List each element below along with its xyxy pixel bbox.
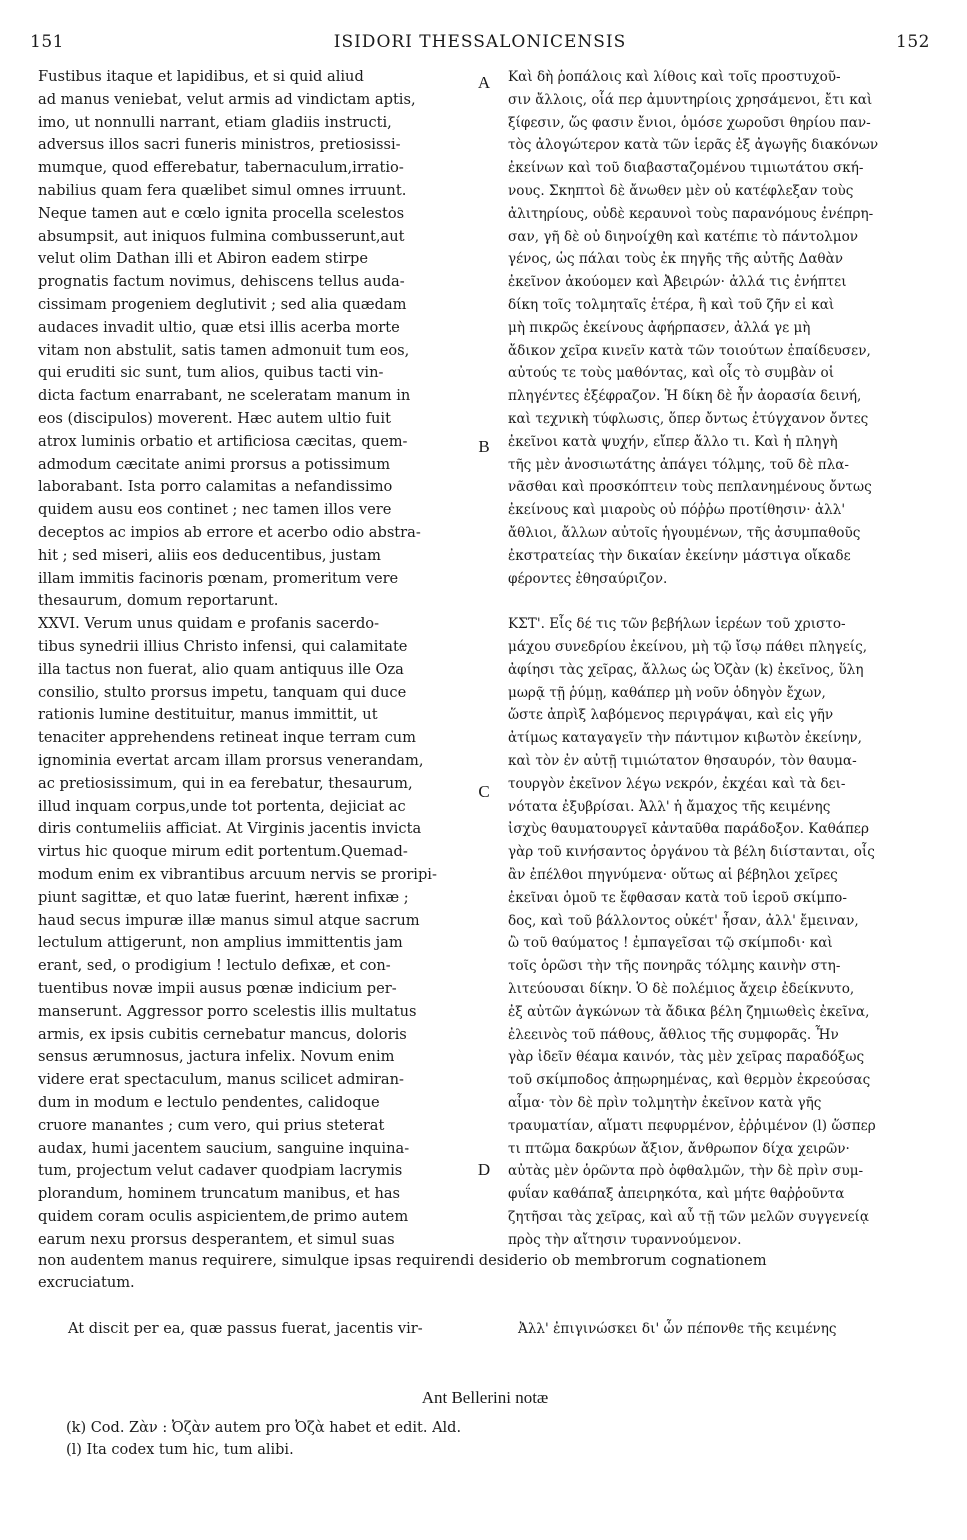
- greek-text-line: ἐκεῖνοι κατὰ ψυχήν, εἴπερ ἄλλο τι. Καὶ ἡ πληγὴ: [508, 433, 838, 450]
- latin-text-line: absumpsit, aut iniquos fulmina combusserunt,aut: [38, 227, 405, 245]
- greek-text-line: λιτεύουσαι δίκην. Ὁ δὲ πολέμιος ἄχειρ ἐδείκνυτο,: [508, 981, 855, 997]
- running-title: ISIDORI THESSALONICENSIS: [333, 32, 627, 52]
- latin-text-line: Fustibus itaque et lapidibus, et si quid aliud: [38, 68, 364, 85]
- margin-letter-d: D: [477, 1160, 491, 1179]
- greek-text-line: τοῖς ὁρῶσι τὴν τῆς πονηρᾶς τόλμης καινὴν στη-: [508, 958, 841, 975]
- greek-text-line: νᾶσθαι καὶ προσκόπτειν τοὺς πεπλανημένους ὄντως: [508, 479, 872, 496]
- latin-text-line: modum enim ex vibrantibus arcuum nervis se proripi-: [38, 866, 437, 883]
- greek-text-line: ἐκστρατείας τὴν δικαίαν ἐκείνην μάστιγα οἴκαδε: [508, 547, 851, 564]
- latin-text-line: Neque tamen aut e cœlo ignita procella scelestos: [38, 204, 405, 222]
- greek-last-line: Ἀλλ' ἐπιγινώσκει δι' ὧν πέπονθε τῆς κειμένης: [518, 1321, 837, 1337]
- greek-text-line: τοῦ σκίμποδος ἀπῃωρημένας, καὶ θερμὸν ἐκρεούσας: [508, 1072, 871, 1089]
- greek-text-line: καὶ τὸν ἐν αὐτῇ τιμιώτατον θησαυρόν, τὸν θαυμα-: [508, 753, 857, 769]
- latin-text-line: nabilius quam fera quælibet simul omnes irruunt.: [38, 182, 407, 199]
- greek-text-line: ΚΣΤ'. Εἷς δέ τις τῶν βεβήλων ἱερέων τοῦ χριστο-: [508, 616, 846, 633]
- greek-text-line: πληγέντες ἐξέφραζον. Ἡ δίκη δὲ ἦν ἀορασία δεινή,: [508, 388, 862, 405]
- greek-text-line: ἰσχὺς θαυματουργεῖ κἀνταῦθα παράδοξον. Καθάπερ: [508, 821, 869, 838]
- right-page-number: 152: [896, 32, 930, 52]
- greek-text-line: ἀλιτηρίους, οὐδὲ κεραυνοὶ τοὺς παρανόμους ἐνέπρη-: [508, 205, 874, 222]
- greek-text-line: ἀτίμως καταγαγεῖν τὴν πάντιμον κιβωτὸν ἐκείνην,: [508, 730, 862, 747]
- latin-text-line: illud inquam corpus,unde tot portenta, dejiciat ac: [38, 797, 406, 815]
- latin-text-line: admodum cæcitate animi prorsus a potissimum: [38, 455, 391, 473]
- greek-text-line: ἐκείνων καὶ τοῦ διαβασταζομένου τιμιωτάτου σκή-: [508, 160, 864, 177]
- latin-text-line: consilio, stulto prorsus impetu, tanquam qui duce: [38, 683, 407, 701]
- latin-text-line: eos (discipulos) moverent. Hæc autem ultio fuit: [38, 410, 391, 427]
- greek-text-line: πρὸς τὴν αἴτησιν τυραννούμενον.: [508, 1231, 742, 1248]
- greek-text-line: τουργὸν ἐκεῖνον λέγω νεκρόν, ἐκχέαι καὶ τὰ δει-: [508, 775, 846, 792]
- greek-text-line: γένος, ὡς πάλαι τοὺς ἐκ πηγῆς τῆς αὐτῆς Δαθὰν: [508, 251, 844, 268]
- latin-text-line: quidem ausu eos continet ; nec tamen illos vere: [38, 501, 392, 519]
- full-width-line: excruciatum.: [38, 1274, 135, 1291]
- greek-text-line: ἄδικον χεῖρα κινεῖν κατὰ τῶν τοιούτων ἐπαίδευσεν,: [508, 342, 871, 359]
- greek-text-line: δίκη τοῖς τολμηταῖς ἑτέρα, ἣ καὶ τοῦ ζῆν εἰ καὶ: [508, 297, 835, 313]
- greek-text-line: γὰρ τοῦ κινήσαντος ὀργάνου τὰ βέλη διίστανται, οἷς: [508, 844, 875, 861]
- latin-text-line: virtus hic quoque mirum edit portentum.Quemad-: [38, 843, 408, 861]
- latin-text-line: dicta factum enarrabant, ne sceleratam manum in: [38, 387, 411, 405]
- greek-text-line: αὐτούς τε τοὺς μαθόντας, καὶ οἷς τὸ συμβὰν οἱ: [508, 365, 835, 382]
- latin-text-line: audaces invadit ultio, quæ etsi illis acerba morte: [38, 318, 400, 336]
- latin-text-line: plorandum, hominem truncatum manibus, et has: [38, 1185, 401, 1203]
- greek-text-line: τῆς μὲν ἀνοσιωτάτης ἀπάγει τόλμης, τοῦ δὲ πλα-: [508, 456, 850, 473]
- greek-text-line: ἐξ αὐτῶν ἀγκώνων τὰ ἄδικα βέλη ζημιωθεὶς ἐκεῖνα,: [508, 1003, 870, 1020]
- greek-text-line: αὐτὰς μὲν ὁρῶντα πρὸ ὀφθαλμῶν, τὴν δὲ πρὶν συμ-: [508, 1163, 864, 1180]
- latin-text-line: tum, projectum velut cadaver quodpiam lacrymis: [38, 1162, 403, 1180]
- latin-text-line: ignominia evertat arcam illam prorsus venerandam,: [38, 752, 424, 769]
- latin-text-line: haud secus impuræ illæ manus simul atque sacrum: [38, 911, 420, 929]
- latin-text-line: tenaciter apprehendens retineat inque terram cum: [38, 729, 417, 747]
- margin-letter-a: A: [477, 73, 491, 92]
- latin-text-line: XXVI. Verum unus quidam e profanis sacerdo-: [38, 615, 380, 633]
- latin-text-line: tuentibus novæ impii ausus pœnæ indicium per-: [38, 980, 397, 997]
- running-header: [30, 24, 930, 54]
- latin-text-line: erant, sed, o prodigium ! lectulo defixæ, et con-: [38, 957, 391, 975]
- latin-text-line: armis, ex ipsis cubitis cernebatur mancus, doloris: [38, 1025, 407, 1043]
- latin-text-line: cissimam progeniem deglutivit ; sed alia quædam: [38, 296, 407, 313]
- latin-text-line: vitam non abstulit, satis tamen admonuit tum eos,: [38, 341, 410, 359]
- latin-text-line: ac pretiosissimum, qui in ea ferebatur, thesaurum,: [38, 774, 413, 792]
- greek-text-line: ἐκεῖναι ὁμοῦ τε ἔφθασαν κατὰ τοῦ ἱεροῦ σκίμπο-: [508, 889, 847, 906]
- greek-text-line: τραυματίαν, αἵματι πεφυρμένον, ἐῤῥιμένον (l) ὥσπερ: [508, 1117, 876, 1134]
- greek-text-line: ἐκείνους καὶ μιαροὺς οὐ πόῤῥω προτίθησιν· ἀλλ': [508, 502, 846, 519]
- greek-text-line: νότατα ἐξυβρίσαι. Ἀλλ' ἡ ἄμαχος τῆς κειμένης: [508, 798, 831, 815]
- margin-letter-c: C: [478, 782, 490, 801]
- greek-text-line: ξίφεσιν, ὥς φασιν ἔνιοι, ὁμόσε χωροῦσι θηρίου παν-: [508, 114, 871, 131]
- full-width-line: non audentem manus requirere, simulque ipsas requirendi desiderio ob membrorum cognationem: [38, 1252, 767, 1269]
- notes-title: Ant Bellerini notæ: [421, 1388, 549, 1407]
- latin-text-line: cruore manantes ; cum vero, qui prius steterat: [38, 1116, 385, 1134]
- latin-text-line: rationis lumine destituitur, manus immittit, ut: [38, 706, 378, 724]
- latin-text-line: quidem coram oculis aspicientem,de primo autem: [38, 1208, 409, 1225]
- latin-text-line: sensus ærumnosus, jactura infelix. Novum enim: [38, 1048, 395, 1066]
- latin-text-line: illa tactus non fuerat, alio quam antiquus ille Oza: [38, 660, 404, 678]
- greek-text-line: φυΐαν καθάπαξ ἀπειρηκότα, καὶ μήτε θαῤῥοῦντα: [508, 1186, 845, 1203]
- greek-text-line: ἐλεεινὸς τοῦ πάθους, ἄθλιος τῆς συμφορᾶς. Ἦν: [508, 1026, 839, 1043]
- latin-last-line: At discit per ea, quæ passus fuerat, jacentis vir-: [68, 1320, 423, 1337]
- greek-text-line: ὢ τοῦ θαύματος ! ἐμπαγεῖσαι τῷ σκίμποδι· καὶ: [508, 935, 833, 952]
- greek-text-line: ὥστε ἀπρὶξ λαβόμενος περιγράψαι, καὶ εἰς γῆν: [508, 707, 834, 724]
- greek-text-line: μωρᾷ τῇ ῥύμῃ, καθάπερ μὴ νοῦν ὁδηγὸν ἔχων,: [508, 684, 826, 701]
- greek-text-line: δος, καὶ τοῦ βάλλοντος οὐκέτ' ἦσαν, ἀλλ' ἔμειναν,: [508, 912, 859, 929]
- greek-text-line: τι πτῶμα δακρύων ἄξιον, ἄνθρωπον δίχα χειρῶν·: [508, 1140, 850, 1157]
- greek-text-line: τὸς ἀλογώτερον κατὰ τῶν ἱερᾶς ἐξ ἀγωγῆς διακόνων: [508, 137, 879, 154]
- latin-text-line: atrox luminis orbatio et artificiosa cæcitas, quem-: [38, 432, 408, 450]
- latin-text-line: audax, humi jacentem saucium, sanguine inquina-: [38, 1139, 410, 1157]
- latin-text-line: laborabant. Ista porro calamitas a nefandissimo: [38, 478, 393, 496]
- greek-text-line: ἂν ἐπέλθοι πηγνύμενα· οὕτως αἱ βέβηλοι χεῖρες: [508, 867, 838, 883]
- latin-text-line: dum in modum e lectulo pendentes, calidoque: [38, 1094, 380, 1111]
- latin-text-line: adversus illos sacri funeris ministros, pretiosissi-: [38, 136, 401, 154]
- latin-text-line: videre erat spectaculum, manus scilicet admiran-: [38, 1071, 404, 1089]
- greek-text-line: φέροντες ἐθησαύριζον.: [508, 570, 668, 587]
- latin-text-line: velut olim Dathan illi et Abiron eadem stirpe: [38, 250, 369, 268]
- latin-text-line: earum nexu prorsus desperantem, et simul suas: [38, 1230, 395, 1248]
- greek-text-line: ἄθλιοι, ἄλλων αὐτοῖς ἡγουμένων, τῆς ἀσυμπαθοῦς: [508, 525, 861, 541]
- latin-text-line: mumque, quod efferebatur, tabernaculum,irratio-: [38, 159, 404, 177]
- latin-text-line: thesaurum, domum reportarunt.: [38, 592, 279, 610]
- greek-text-line: αἷμα· τὸν δὲ πρὶν τολμητὴν ἐκεῖνον κατὰ γῆς: [508, 1095, 822, 1111]
- greek-text-line: Καὶ δὴ ῥοπάλοις καὶ λίθοις καὶ τοῖς προστυχοῦ-: [508, 69, 841, 85]
- latin-text-line: illam immitis facinoris pœnam, promeritum vere: [38, 569, 399, 587]
- latin-text-line: prognatis factum novimus, dehiscens tellus auda-: [38, 273, 405, 291]
- margin-letter-b: B: [478, 437, 490, 456]
- latin-text-line: hit ; sed miseri, aliis eos deducentibus, justam: [38, 546, 381, 564]
- greek-text-line: ἐκεῖνον ἀκούομεν καὶ Ἀβειρών· ἀλλά τις ἐνήπτει: [508, 274, 847, 291]
- latin-text-line: tibus synedrii illius Christo infensi, qui calamitate: [38, 638, 408, 655]
- latin-text-line: deceptos ac impios ab errore et acerbo odio abstra-: [38, 524, 421, 541]
- greek-text-line: μάχου συνεδρίου ἐκείνου, μὴ τῷ ἴσῳ πάθει πληγείς,: [508, 639, 868, 655]
- greek-text-line: σαν, γῆ δὲ οὐ διηνοίχθη καὶ κατέπιε τὸ πάντολμον: [508, 228, 859, 245]
- left-page-number: 151: [30, 32, 64, 52]
- greek-text-line: σιν ἄλλοις, οἷά περ ἀμυντηρίοις χρησάμενοι, ἔτι καὶ: [508, 91, 873, 108]
- greek-text-line: καὶ τεχνικὴ τύφλωσις, ὅπερ ὄντως ἐτύγχανον ὄντες: [508, 411, 869, 427]
- latin-text-line: ad manus veniebat, velut armis ad vindictam aptis,: [38, 90, 416, 108]
- latin-text-line: manserunt. Aggressor porro scelestis illis multatus: [38, 1002, 417, 1020]
- greek-text-line: μὴ πικρῶς ἐκείνους ἀφήρπασεν, ἀλλά γε μὴ: [508, 319, 811, 336]
- latin-text-line: piunt sagittæ, et quo latæ fuerint, hærent infixæ ;: [38, 888, 409, 906]
- latin-text-line: imo, ut nonnulli narrant, etiam gladiis instructi,: [38, 113, 392, 131]
- latin-text-line: diris contumeliis afficiat. At Virginis jacentis invicta: [38, 820, 422, 838]
- latin-text-line: qui eruditi sic sunt, tum alios, quibus tacti vin-: [38, 364, 384, 382]
- latin-text-line: lectulum attigerunt, non amplius immittentis jam: [38, 934, 403, 952]
- greek-text-line: νους. Σκηπτοὶ δὲ ἄνωθεν μὲν οὐ κατέφλεξαν τοὺς: [508, 183, 854, 199]
- note-l: (l) Ita codex tum hic, tum alibi.: [66, 1442, 294, 1458]
- greek-text-line: ζητῆσαι τὰς χεῖρας, καὶ αὖ τῇ τῶν μελῶν συγγενείᾳ: [508, 1209, 870, 1225]
- greek-text-line: γὰρ ἰδεῖν θέαμα καινόν, τὰς μὲν χεῖρας παραδόξως: [508, 1049, 865, 1066]
- note-k: (k) Cod. Ζὰν : Ὀζὰν autem pro Ὀζὰ habet et edit. Ald.: [66, 1420, 462, 1436]
- greek-text-line: ἀφίησι τὰς χεῖρας, ἄλλως ὡς Ὀζὰν (k) ἐκεῖνος, ὕλη: [508, 661, 864, 678]
